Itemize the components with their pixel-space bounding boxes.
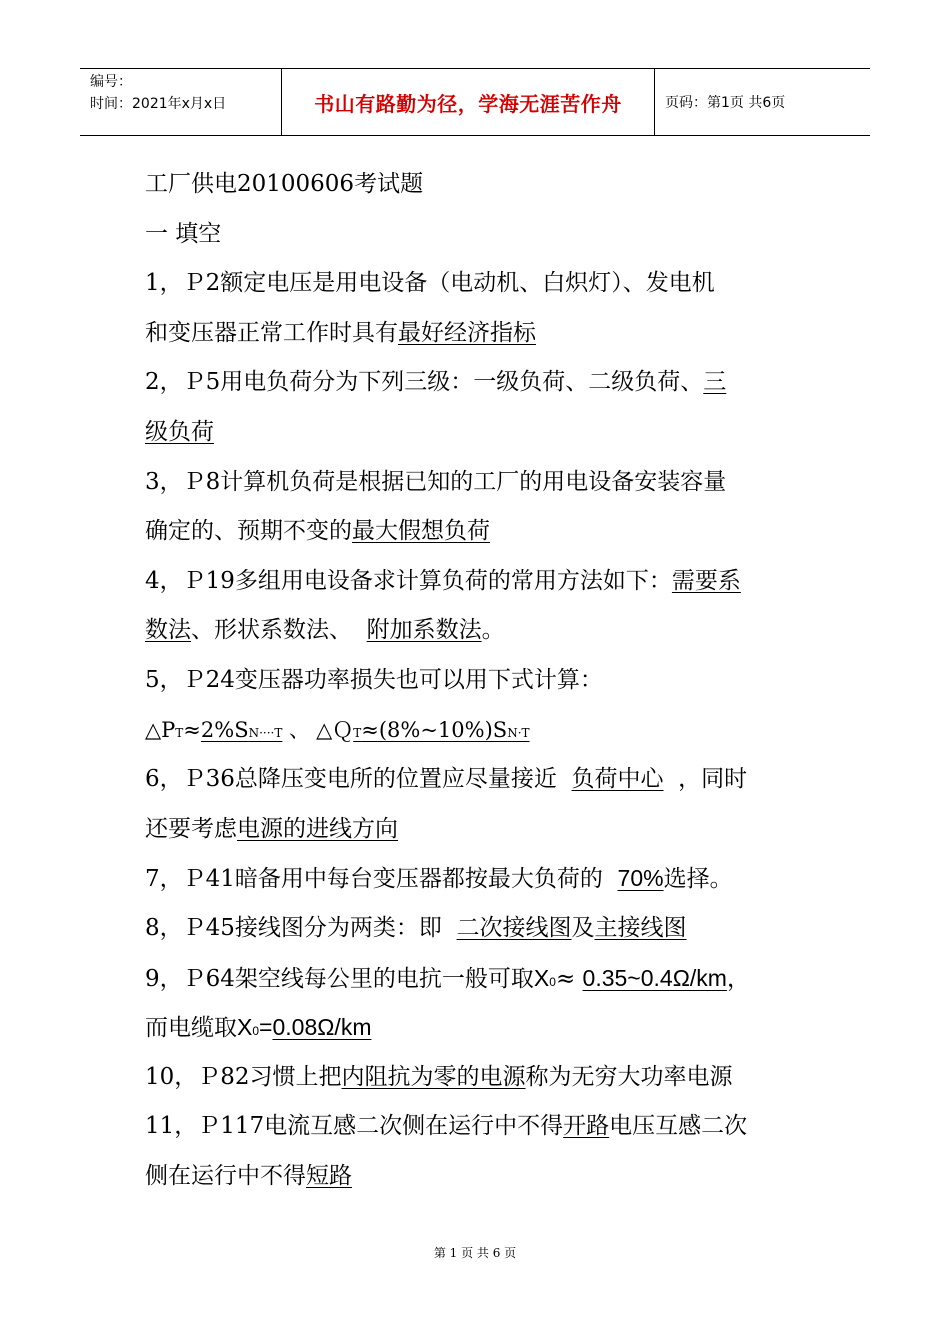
formula-range: ≈(8%~10%)S [361, 717, 508, 742]
q11-line2 [145, 1152, 825, 1202]
q1-answer: 最好经济指标 [398, 319, 536, 346]
q5-line1: 5，Ｐ24变压器功率损失也可以用下式计算： [145, 666, 603, 693]
q6-answer-2: 电源的进线方向 [237, 815, 398, 842]
header-meta [80, 69, 282, 135]
q2-line2 [145, 408, 825, 458]
q4-text: 4，Ｐ19多组用电设备求计算负荷的常用方法如下： [145, 567, 672, 594]
q5-formula [145, 706, 825, 756]
formula-sub-n1: N····T [248, 725, 283, 740]
formula-approx: ≈ [183, 717, 201, 742]
q9-answer-1: 0.35~0.4Ω/km [582, 964, 727, 991]
q9-comma: ， [726, 965, 750, 992]
q4-answer-part1: 需要系 [671, 567, 741, 594]
q3-answer: 最大假想负荷 [352, 518, 490, 545]
q9-sub: 0 [549, 974, 556, 989]
formula-sub-t2: T [353, 725, 362, 740]
q9-line1 [145, 954, 825, 1004]
q6-mid: ，同时 [663, 766, 748, 793]
q3-text: 确定的、预期不变的 [145, 518, 352, 545]
page-footer: 第 1 页 共 6 页 [433, 1246, 517, 1260]
q9-text-2: 而电缆取 [145, 1015, 237, 1042]
page-header [80, 68, 870, 136]
q1-line1: 1，Ｐ2额定电压是用电设备（电动机、白炽灯）、发电机 [145, 270, 715, 297]
number-label: 编号： [90, 74, 132, 90]
q11-line1 [145, 1102, 825, 1152]
q4-line2 [145, 606, 825, 656]
formula-answer-2 [353, 718, 529, 742]
q10-line [145, 1053, 825, 1103]
q8-line [145, 904, 825, 954]
q11-mid: 电压互感二次 [609, 1113, 748, 1140]
formula-answer-1 [201, 718, 282, 742]
q3-line2 [145, 507, 825, 557]
q10-text: 10，Ｐ82习惯上把 [145, 1063, 342, 1090]
section-heading: 一 填空 [145, 220, 222, 247]
q11-answer-2: 短路 [306, 1162, 352, 1189]
q9-sub2: 0 [252, 1024, 260, 1039]
q9-text: 9，Ｐ64架空线每公里的电抗一般可取 [145, 965, 534, 992]
q10-end: 称为无穷大功率电源 [525, 1063, 733, 1090]
q9-x2: X [237, 1014, 253, 1041]
q1-line2 [145, 309, 825, 359]
q2-text: 2，Ｐ5用电负荷分为下列三级：一级负荷、二级负荷、 [145, 369, 704, 396]
header-motto: 书山有路勤为径，学海无涯苦作舟 [282, 69, 655, 135]
doc-title: 工厂供电20100606考试题 [145, 171, 424, 197]
q7-answer: 70% [617, 865, 664, 892]
q6-text: 6，Ｐ36总降压变电所的位置应尽量接近 [145, 766, 572, 793]
q11-text-2: 侧在运行中不得 [145, 1162, 306, 1189]
q1-text: 和变压器正常工作时具有 [145, 319, 398, 346]
q4-end: 。 [481, 617, 505, 644]
q6-text-2: 还要考虑 [145, 815, 237, 842]
q11-answer-1: 开路 [563, 1113, 610, 1140]
q4-mid: 、形状系数法、 [191, 617, 367, 644]
formula-sub-n2: N·T [507, 725, 530, 740]
q9-x: X [533, 964, 550, 991]
q2-answer-part2: 级负荷 [145, 418, 214, 445]
formula-sub-t1: T [175, 725, 184, 740]
formula-separator: 、 [282, 717, 311, 742]
q7-line [145, 854, 825, 904]
q6-line2 [145, 805, 825, 855]
q7-text: 7，Ｐ41暗备用中每台变压器都按最大负荷的 [145, 866, 618, 893]
formula-delta-q: △Ｑ [316, 717, 354, 742]
q3-line1: 3，Ｐ8计算机负荷是根据已知的工厂的用电设备安装容量 [145, 468, 727, 495]
q9-eq: = [259, 1014, 273, 1041]
q2-answer-part1: 三 [703, 369, 727, 396]
q7-end: 选择。 [663, 866, 733, 893]
document-body [145, 160, 825, 1201]
time-label: 时间：2021年x月x日 [90, 96, 227, 112]
q9-line2 [145, 1003, 825, 1053]
q10-answer: 内阻抗为零的电源 [341, 1063, 526, 1090]
formula-delta-p: △P [145, 717, 176, 742]
q8-answer-1: 二次接线图 [456, 914, 572, 941]
q11-text: 11，Ｐ117电流互感二次侧在运行中不得 [145, 1113, 564, 1140]
q8-answer-2: 主接线图 [594, 914, 687, 941]
q9-approx: ≈ [555, 965, 583, 992]
q6-line1 [145, 755, 825, 805]
q4-answer-part3: 附加系数法 [366, 617, 482, 644]
q2-line1 [145, 358, 825, 408]
q4-answer-part2: 数法 [145, 617, 191, 644]
formula-2pct: 2%S [200, 717, 249, 742]
q8-text: 8，Ｐ45接线图分为两类：即 [145, 914, 457, 941]
header-page-info: 页码：第1页 共6页 [665, 95, 786, 111]
q6-answer-1: 负荷中心 [571, 766, 664, 793]
q9-answer-2: 0.08Ω/km [272, 1014, 372, 1041]
q4-line1 [145, 557, 825, 607]
q8-mid: 及 [571, 914, 595, 941]
